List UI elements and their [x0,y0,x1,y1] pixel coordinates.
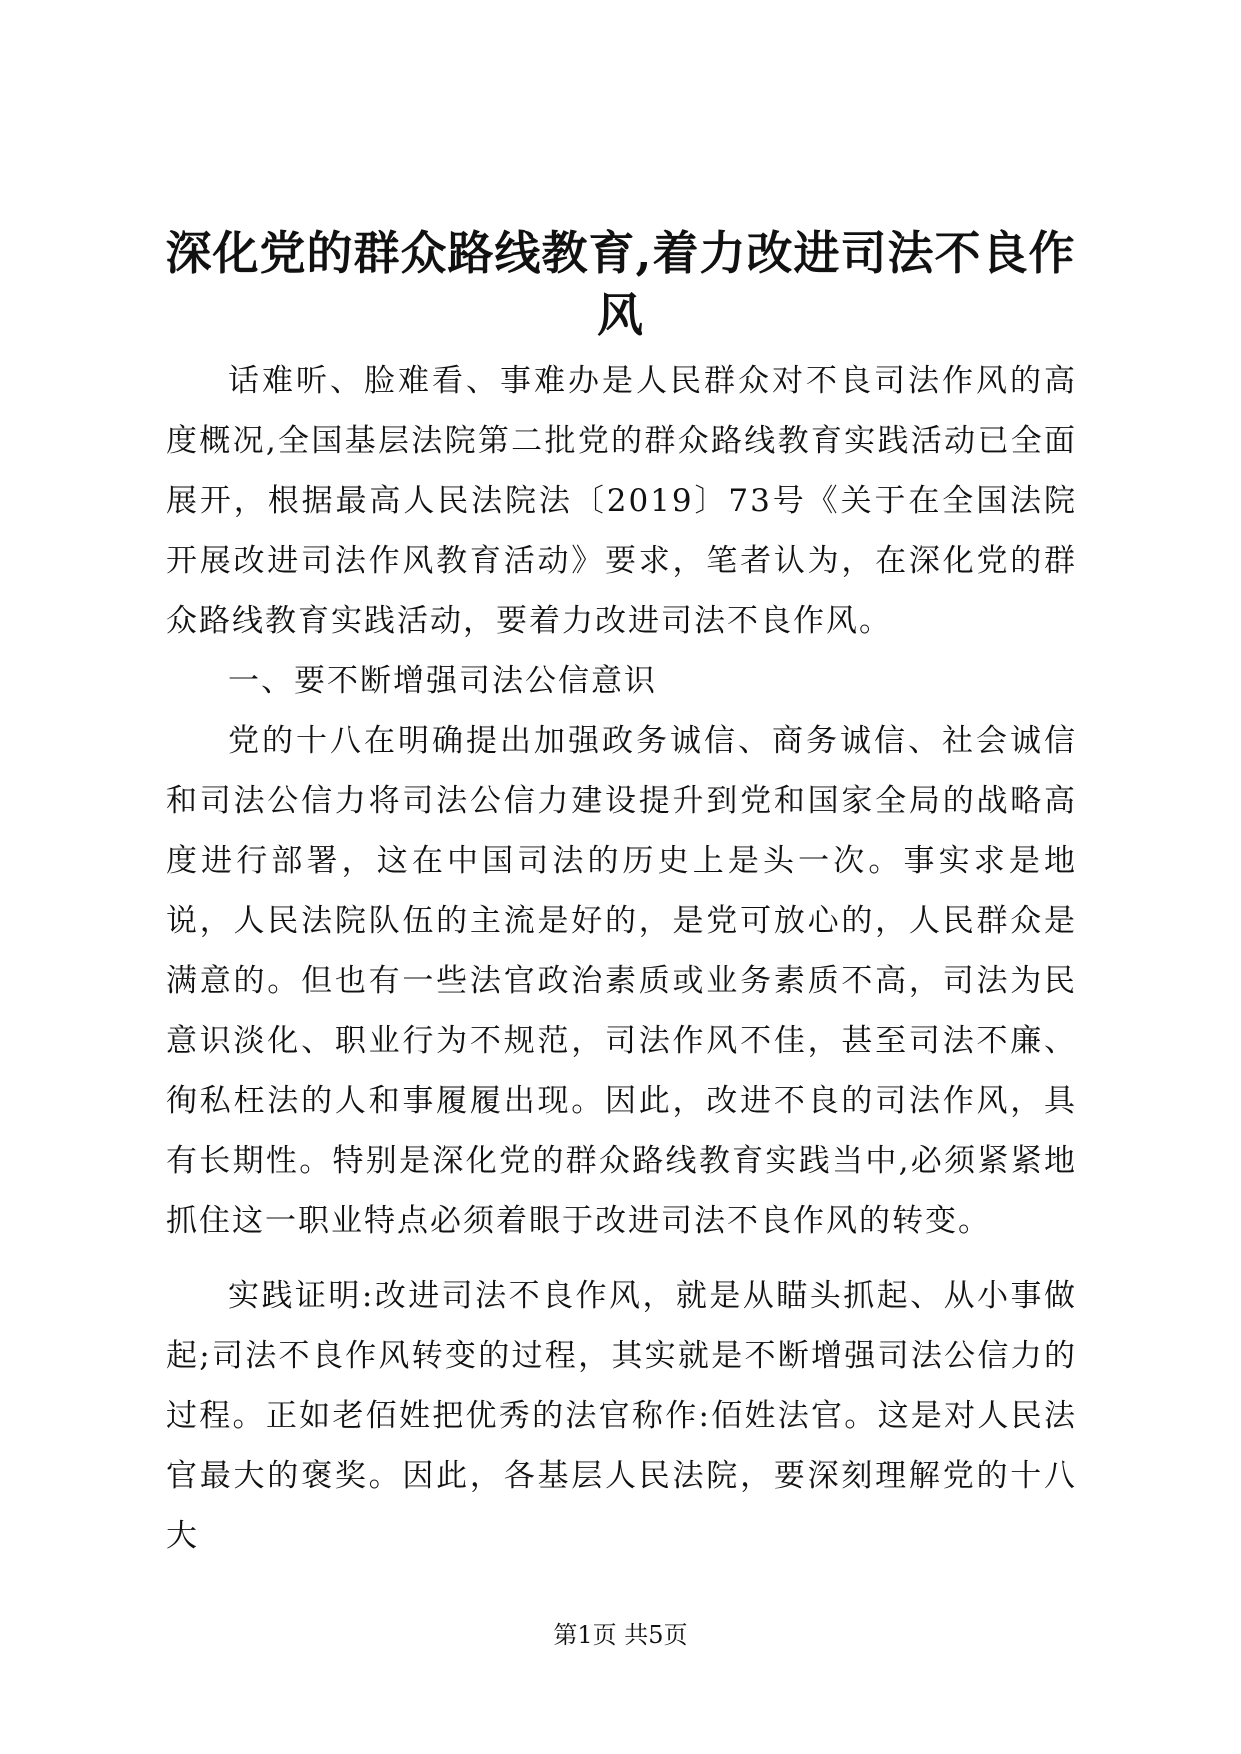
paragraph-practice: 实践证明:改进司法不良作风，就是从瞄头抓起、从小事做起;司法不良作风转变的过程，其实就是不断增强司法公信力的过程。正如老佰姓把优秀的法官称作:佰姓法官。这是对人民法官最大的褒奖。因此，各基层人民法院，要深刻理解党的十八大 [166,1278,1077,1554]
page-number: 第1页 共5页 [553,1621,688,1649]
paragraph-body: 党的十八在明确提出加强政务诚信、商务诚信、社会诚信和司法公信力将司法公信力建设提升到党和国家全局的战略高度进行部署，这在中国司法的历史上是头一次。事实求是地说，人民法院队伍的主流是好的，是党可放心的，人民群众是满意的。但也有一些法官政治素质或业务素质不高，司法为民意识淡化、职业行为不规范，司法作风不佳，甚至司法不廉、徇私枉法的人和事履履出现。因此，改进不良的司法作风，具有长期性。特别是深化党的群众路线教育实践当中,必须紧紧地抓住这一职业特点必须着眼于改进司法不良作风的转变。 [166,723,1077,1239]
document-title: 深化党的群众路线教育,着力改进司法不良作风 [165,226,1076,342]
section-heading: 一、要不断增强司法公信意识 [228,663,657,699]
document-body [166,351,1077,1566]
paragraph-intro: 话难听、脸难看、事难办是人民群众对不良司法作风的高度概况,全国基层法院第二批党的群众路线教育实践活动已全面展开，根据最高人民法院法〔2019〕73号《关于在全国法院开展改进司法作风教育活动》要求，笔者认为，在深化党的群众路线教育实践活动，要着力改进司法不良作风。 [166,363,1077,639]
paragraph-gap [166,1251,1077,1266]
